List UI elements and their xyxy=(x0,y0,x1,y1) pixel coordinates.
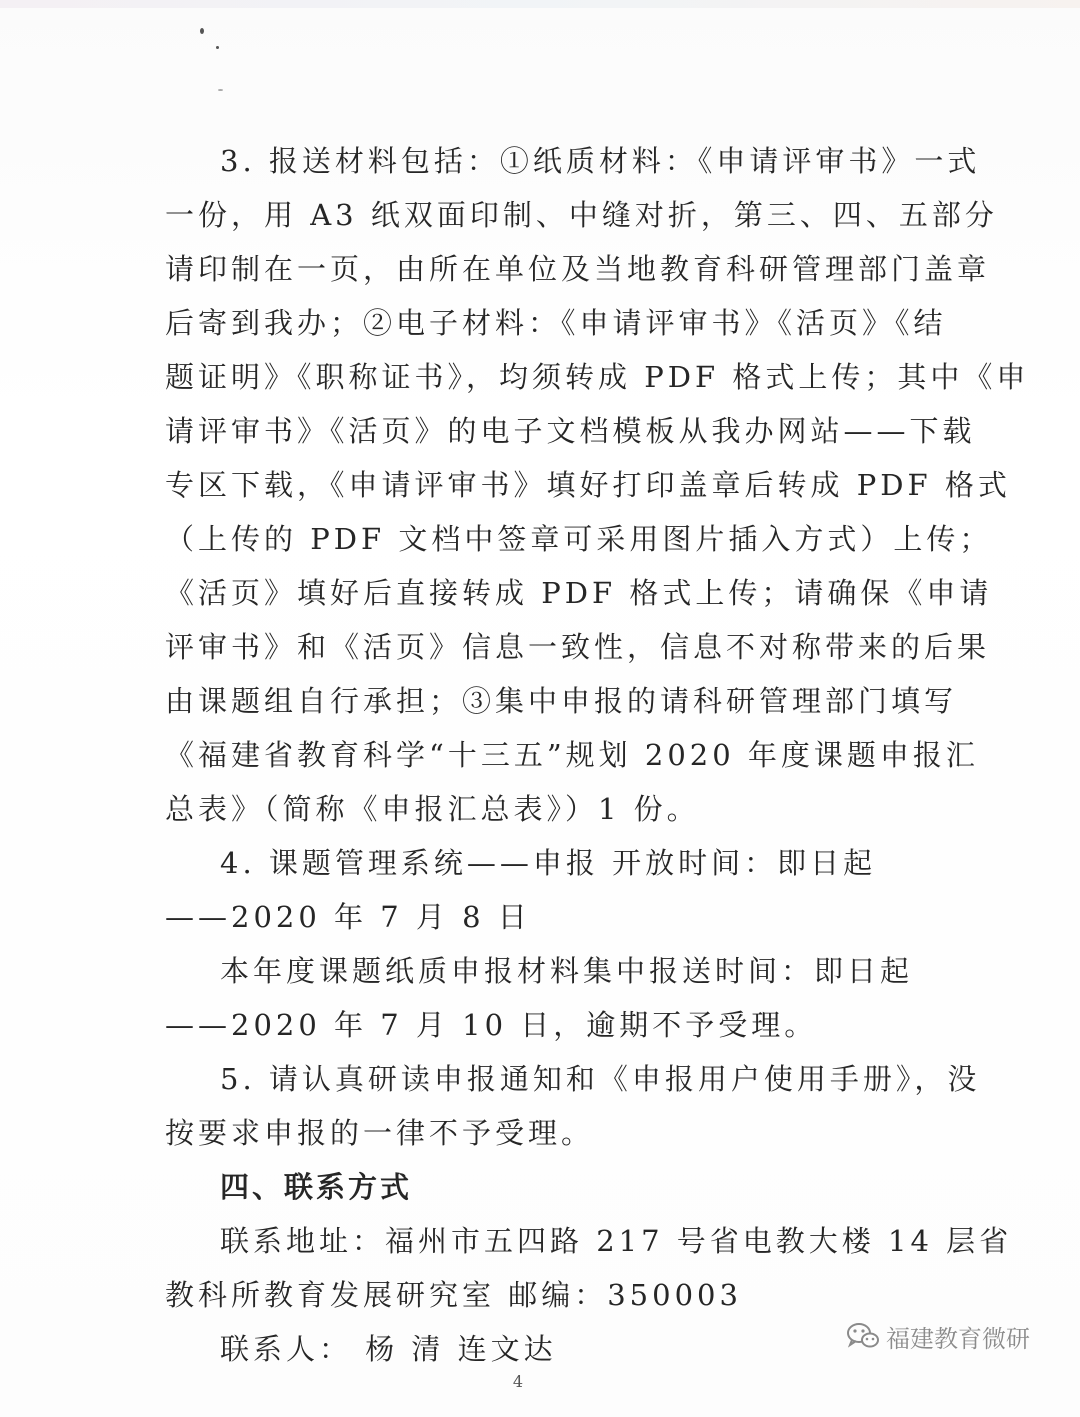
text-line: 题证明》《职称证书》，均须转成 PDF 格式上传；其中《申 xyxy=(165,360,1030,394)
text-line: 《福建省教育科学“十三五”规划 2020 年度课题申报汇 xyxy=(165,738,979,772)
section-heading: 四、联系方式 xyxy=(220,1170,413,1204)
text-line: 教科所教育发展研究室 邮编：350003 xyxy=(165,1278,742,1312)
text-line: 请印制在一页，由所在单位及当地教育科研管理部门盖章 xyxy=(165,252,991,286)
text-line: ——2020 年 7 月 8 日 xyxy=(165,900,531,934)
text-line: 评审书》和《活页》信息一致性，信息不对称带来的后果 xyxy=(165,630,991,664)
scan-speck xyxy=(218,89,223,91)
text-line: 4. 课题管理系统——申报 开放时间：即日起 xyxy=(220,846,877,880)
text-line: 3. 报送材料包括：①纸质材料：《申请评审书》一式 xyxy=(220,144,981,178)
text-line: 联系地址：福州市五四路 217 号省电教大楼 14 层省 xyxy=(220,1224,1013,1258)
text-line: 本年度课题纸质申报材料集中报送时间：即日起 xyxy=(220,954,914,988)
scan-speck xyxy=(200,28,204,34)
scan-edge xyxy=(0,0,1080,8)
page-number: 4 xyxy=(512,1372,524,1391)
text-line: ——2020 年 7 月 10 日，逾期不予受理。 xyxy=(165,1008,818,1042)
text-line: 总表》（简称《申报汇总表》）1 份。 xyxy=(165,792,700,826)
text-line: 一份，用 A3 纸双面印制、中缝对折，第三、四、五部分 xyxy=(165,198,998,232)
text-line: 按要求申报的一律不予受理。 xyxy=(165,1116,595,1150)
text-line: 5. 请认真研读申报通知和《申报用户使用手册》，没 xyxy=(220,1062,981,1096)
text-line: 专区下载，《申请评审书》填好打印盖章后转成 PDF 格式 xyxy=(165,468,1011,502)
text-line: 由课题组自行承担；③集中申报的请科研管理部门填写 xyxy=(165,684,958,718)
text-line: 《活页》填好后直接转成 PDF 格式上传；请确保《申请 xyxy=(165,576,993,610)
text-line: 后寄到我办；②电子材料：《申请评审书》《活页》《结 xyxy=(165,306,947,340)
text-line: （上传的 PDF 文档中签章可采用图片插入方式）上传； xyxy=(165,522,993,556)
text-line: 请评审书》《活页》的电子文档模板从我办网站——下载 xyxy=(165,414,976,448)
text-line: 联系人： 杨 清 连文达 xyxy=(220,1332,557,1366)
wechat-icon xyxy=(846,1322,880,1350)
watermark xyxy=(846,1316,1066,1356)
scan-speck xyxy=(216,46,219,49)
watermark-text: 福建教育微研 xyxy=(886,1324,1030,1353)
